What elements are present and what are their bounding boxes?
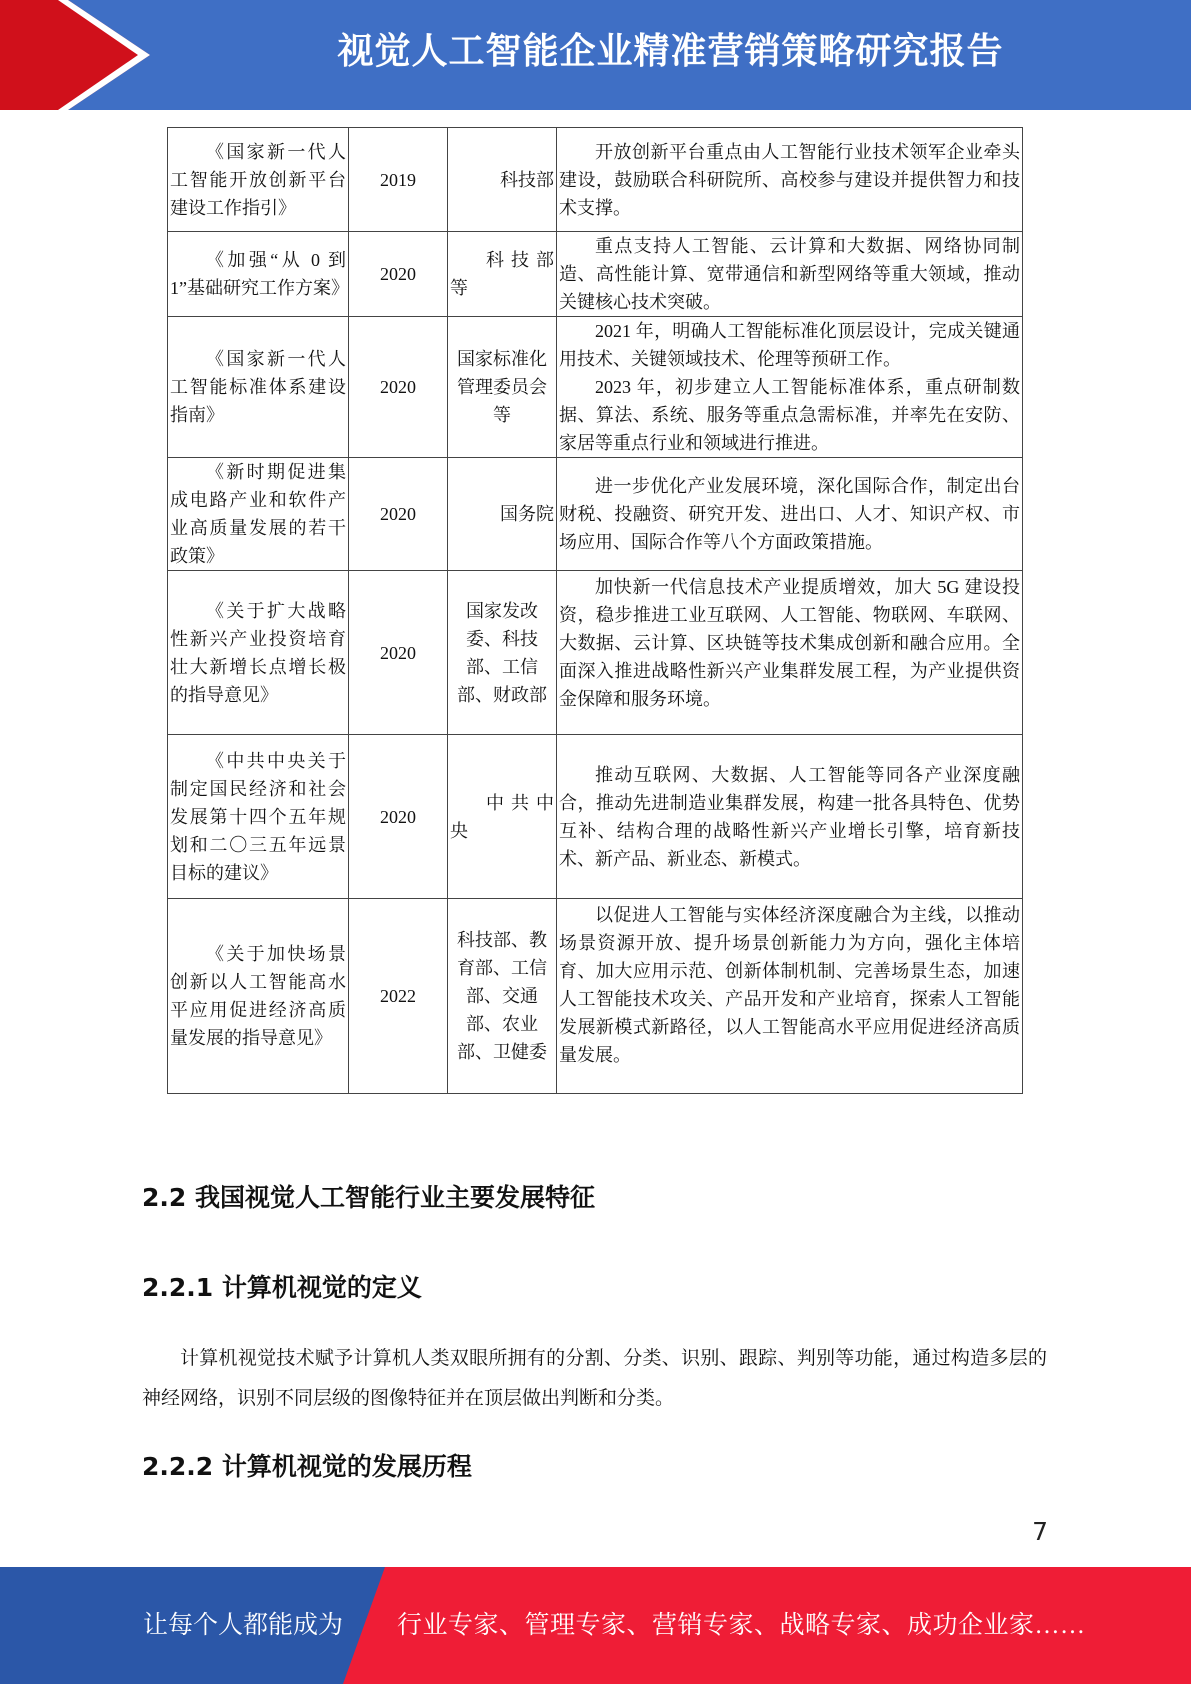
policy-department: 科技部等: [448, 232, 557, 317]
policy-name: 《国家新一代人工智能标准体系建设指南》: [168, 317, 349, 458]
policy-name: 《新时期促进集成电路产业和软件产业高质量发展的若干政策》: [168, 458, 349, 571]
policy-department: 国家标准化管理委员会等: [448, 317, 557, 458]
policy-name: 《国家新一代人工智能开放创新平台建设工作指引》: [168, 128, 349, 232]
policy-department: 国务院: [448, 458, 557, 571]
policy-year: 2019: [349, 128, 448, 232]
policy-description: 开放创新平台重点由人工智能行业技术领军企业牵头建设，鼓励联合科研院所、高校参与建设并提供智力和技术支撑。: [557, 128, 1023, 232]
policy-description-paragraph: 2021 年，明确人工智能标准化顶层设计，完成关键通用技术、关键领域技术、伦理等预研工作。: [559, 321, 1020, 369]
policy-department: 中共中央: [448, 735, 557, 899]
table-row: [168, 899, 1023, 1094]
policy-description: 以促进人工智能与实体经济深度融合为主线，以推动场景资源开放、提升场景创新能力为方向，强化主体培育、加大应用示范、创新体制机制、完善场景生态，加速人工智能技术攻关、产品开发和产业培育，探索人工智能发展新模式新路径，以人工智能高水平应用促进经济高质量发展。: [557, 899, 1023, 1094]
policy-department: 科技部、教育部、工信部、交通部、农业部、卫健委: [448, 899, 557, 1094]
header-red-chevron: [0, 0, 150, 110]
header-banner: [0, 0, 1191, 110]
page-number: 7: [1032, 1517, 1048, 1546]
policy-description-paragraph: 2023 年，初步建立人工智能标准体系，重点研制数据、算法、系统、服务等重点急需标准，并率先在安防、家居等重点行业和领域进行推进。: [559, 377, 1020, 453]
table-row: [168, 232, 1023, 317]
policy-year: 2020: [349, 735, 448, 899]
footer-banner: [0, 1567, 1191, 1684]
policy-name: 《中共中央关于制定国民经济和社会发展第十四个五年规划和二〇三五年远景目标的建议》: [168, 735, 349, 899]
table-row: [168, 735, 1023, 899]
policy-name: 《关于加快场景创新以人工智能高水平应用促进经济高质量发展的指导意见》: [168, 899, 349, 1094]
policy-name: 《关于扩大战略性新兴产业投资培育壮大新增长点增长极的指导意见》: [168, 571, 349, 735]
report-title: 视觉人工智能企业精准营销策略研究报告: [337, 31, 1004, 72]
policy-year: 2020: [349, 458, 448, 571]
table-row: [168, 317, 1023, 458]
policy-year: 2020: [349, 317, 448, 458]
table-row: [168, 458, 1023, 571]
section-heading-2-2-1: 2.2.1 计算机视觉的定义: [142, 1273, 422, 1302]
policy-description: [557, 317, 1023, 458]
policy-description: 进一步优化产业发展环境，深化国际合作，制定出台财税、投融资、研究开发、进出口、人才、知识产权、市场应用、国际合作等八个方面政策措施。: [557, 458, 1023, 571]
policy-table: [167, 127, 1023, 1094]
table-row: [168, 571, 1023, 735]
section-body-paragraph: 计算机视觉技术赋予计算机人类双眼所拥有的分割、分类、识别、跟踪、判别等功能，通过构造多层的神经网络，识别不同层级的图像特征并在顶层做出判断和分类。: [142, 1348, 1047, 1409]
policy-year: 2020: [349, 232, 448, 317]
policy-year: 2020: [349, 571, 448, 735]
section-heading-2-2: 2.2 我国视觉人工智能行业主要发展特征: [142, 1183, 595, 1212]
policy-name: 《加强“从 0 到 1”基础研究工作方案》: [168, 232, 349, 317]
footer-slogan-left: 让每个人都能成为: [143, 1612, 344, 1639]
policy-year: 2022: [349, 899, 448, 1094]
policy-description: 加快新一代信息技术产业提质增效，加大 5G 建设投资，稳步推进工业互联网、人工智能、物联网、车联网、大数据、云计算、区块链等技术集成创新和融合应用。全面深入推进战略性新兴产业集群发展工程，为产业提供资金保障和服务环境。: [557, 571, 1023, 735]
footer-slogan-right: 行业专家、管理专家、营销专家、战略专家、成功企业家……: [397, 1612, 1086, 1639]
policy-department: 科技部: [448, 128, 557, 232]
policy-description: 推动互联网、大数据、人工智能等同各产业深度融合，推动先进制造业集群发展，构建一批各具特色、优势互补、结构合理的战略性新兴产业增长引擎，培育新技术、新产品、新业态、新模式。: [557, 735, 1023, 899]
policy-description: 重点支持人工智能、云计算和大数据、网络协同制造、高性能计算、宽带通信和新型网络等重大领域，推动关键核心技术突破。: [557, 232, 1023, 317]
section-heading-2-2-2: 2.2.2 计算机视觉的发展历程: [142, 1452, 472, 1481]
table-row: [168, 128, 1023, 232]
policy-department: 国家发改委、科技部、工信部、财政部: [448, 571, 557, 735]
